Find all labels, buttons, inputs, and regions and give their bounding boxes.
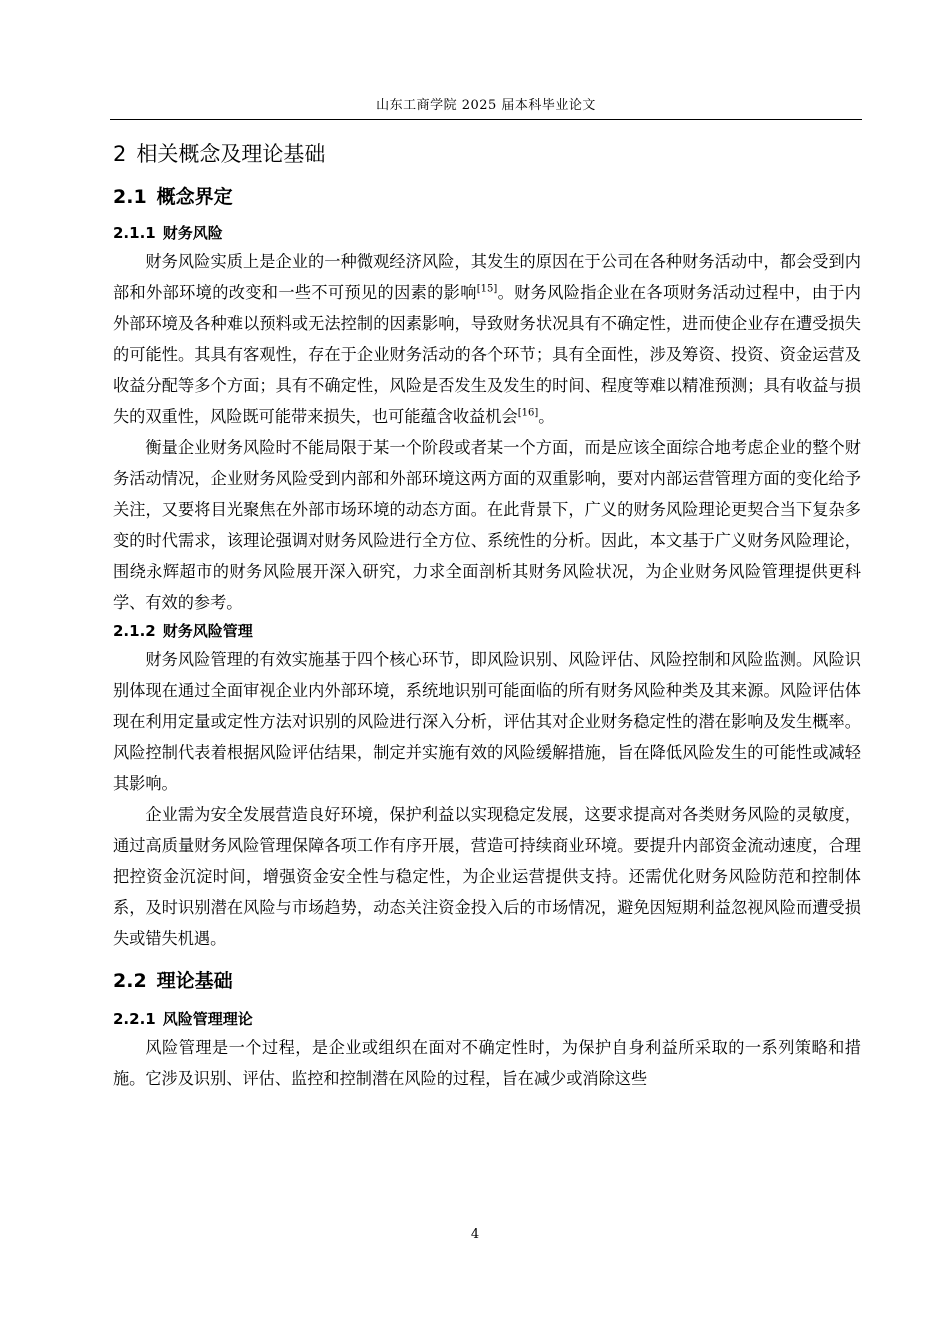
- header-rule: [110, 119, 862, 120]
- subsection-title: 风险管理理论: [162, 1010, 253, 1028]
- subsection-number: 2.2.1: [113, 1010, 156, 1028]
- paragraph-financial-risk-definition: [113, 246, 861, 432]
- paragraph-text: 。财务风险指企业在各项财务活动过程中，由于内外部环境及各种难以预料或无法控制的因素影响，导致财务状况具有不确定性，进而使企业存在遭受损失的可能性。其具有客观性，存在于企业财务活动的各个环节；具有全面性，涉及筹资、投资、资金运营及收益分配等多个方面；具有不确定性，风险是否发生及发生的时间、程度等难以精准预测；具有收益与损失的双重性，风险既可能带来损失，也可能蕴含收益机会: [113, 283, 861, 426]
- paragraph-risk-management-theory: 风险管理是一个过程，是企业或组织在面对不确定性时，为保护自身利益所采取的一系列策略和措施。它涉及识别、评估、监控和控制潜在风险的过程，旨在减少或消除这些: [113, 1038, 861, 1088]
- section-number: 2.1: [113, 186, 147, 208]
- paragraph-broad-risk-theory: 衡量企业财务风险时不能局限于某一个阶段或者某一个方面，而是应该全面综合地考虑企业的整个财务活动情况，企业财务风险受到内部和外部环境这两方面的双重影响，要对内部运营管理方面的变化给予关注，又要将目光聚焦在外部市场环境的动态方面。在此背景下，广义的财务风险理论更契合当下复杂多变的时代需求，该理论强调对财务风险进行全方位、系统性的分析。因此，本文基于广义财务风险理论，围绕永辉超市的财务风险展开深入研究，力求全面剖析其财务风险状况，为企业财务风险管理提供更科学、有效的参考。: [113, 438, 861, 612]
- subsection-heading-2-1-1: [113, 220, 861, 246]
- citation-16: [16]: [517, 407, 539, 419]
- chapter-number: 2: [113, 142, 127, 166]
- section-title: 理论基础: [156, 970, 233, 992]
- paragraph-text: 。: [538, 407, 555, 426]
- subsection-number: 2.1.2: [113, 622, 156, 640]
- subsection-title: 财务风险管理: [162, 622, 253, 640]
- section-number: 2.2: [113, 970, 147, 992]
- section-heading-2-1: [113, 180, 861, 214]
- citation-15: [15]: [476, 283, 498, 295]
- subsection-title: 财务风险: [162, 224, 223, 242]
- subsection-number: 2.1.1: [113, 224, 156, 242]
- paragraph-risk-management-importance: 企业需为安全发展营造良好环境，保护利益以实现稳定发展，这要求提高对各类财务风险的灵敏度，通过高质量财务风险管理保障各项工作有序开展，营造可持续商业环境。要提升内部资金流动速度，合理把控资金沉淀时间，增强资金安全性与稳定性，为企业运营提供支持。还需优化财务风险防范和控制体系，及时识别潜在风险与市场趋势，动态关注资金投入后的市场情况，避免因短期利益忽视风险而遭受损失或错失机遇。: [113, 805, 861, 948]
- page-number: 4: [470, 1227, 480, 1242]
- paragraph-text: 财务风险实质上是企业的一种微观经济风险，其发生的原因在于公司在各种财务活动中，都会受到内部和外部环境的改变和一些不可预见的因素的影响: [113, 252, 861, 302]
- section-title: 概念界定: [156, 186, 233, 208]
- chapter-heading: [113, 136, 861, 172]
- subsection-heading-2-2-1: [113, 1006, 861, 1032]
- page-body: [113, 136, 861, 1094]
- chapter-title: 相关概念及理论基础: [136, 142, 326, 166]
- section-heading-2-2: [113, 964, 861, 998]
- running-header: 山东工商学院 2025 届本科毕业论文: [376, 98, 596, 113]
- paragraph-risk-management-steps: 财务风险管理的有效实施基于四个核心环节，即风险识别、风险评估、风险控制和风险监测。风险识别体现在通过全面审视企业内外部环境，系统地识别可能面临的所有财务风险种类及其来源。风险评估体现在利用定量或定性方法对识别的风险进行深入分析，评估其对企业财务稳定性的潜在影响及发生概率。风险控制代表着根据风险评估结果，制定并实施有效的风险缓解措施，旨在降低风险发生的可能性或减轻其影响。: [113, 650, 861, 793]
- subsection-heading-2-1-2: [113, 618, 861, 644]
